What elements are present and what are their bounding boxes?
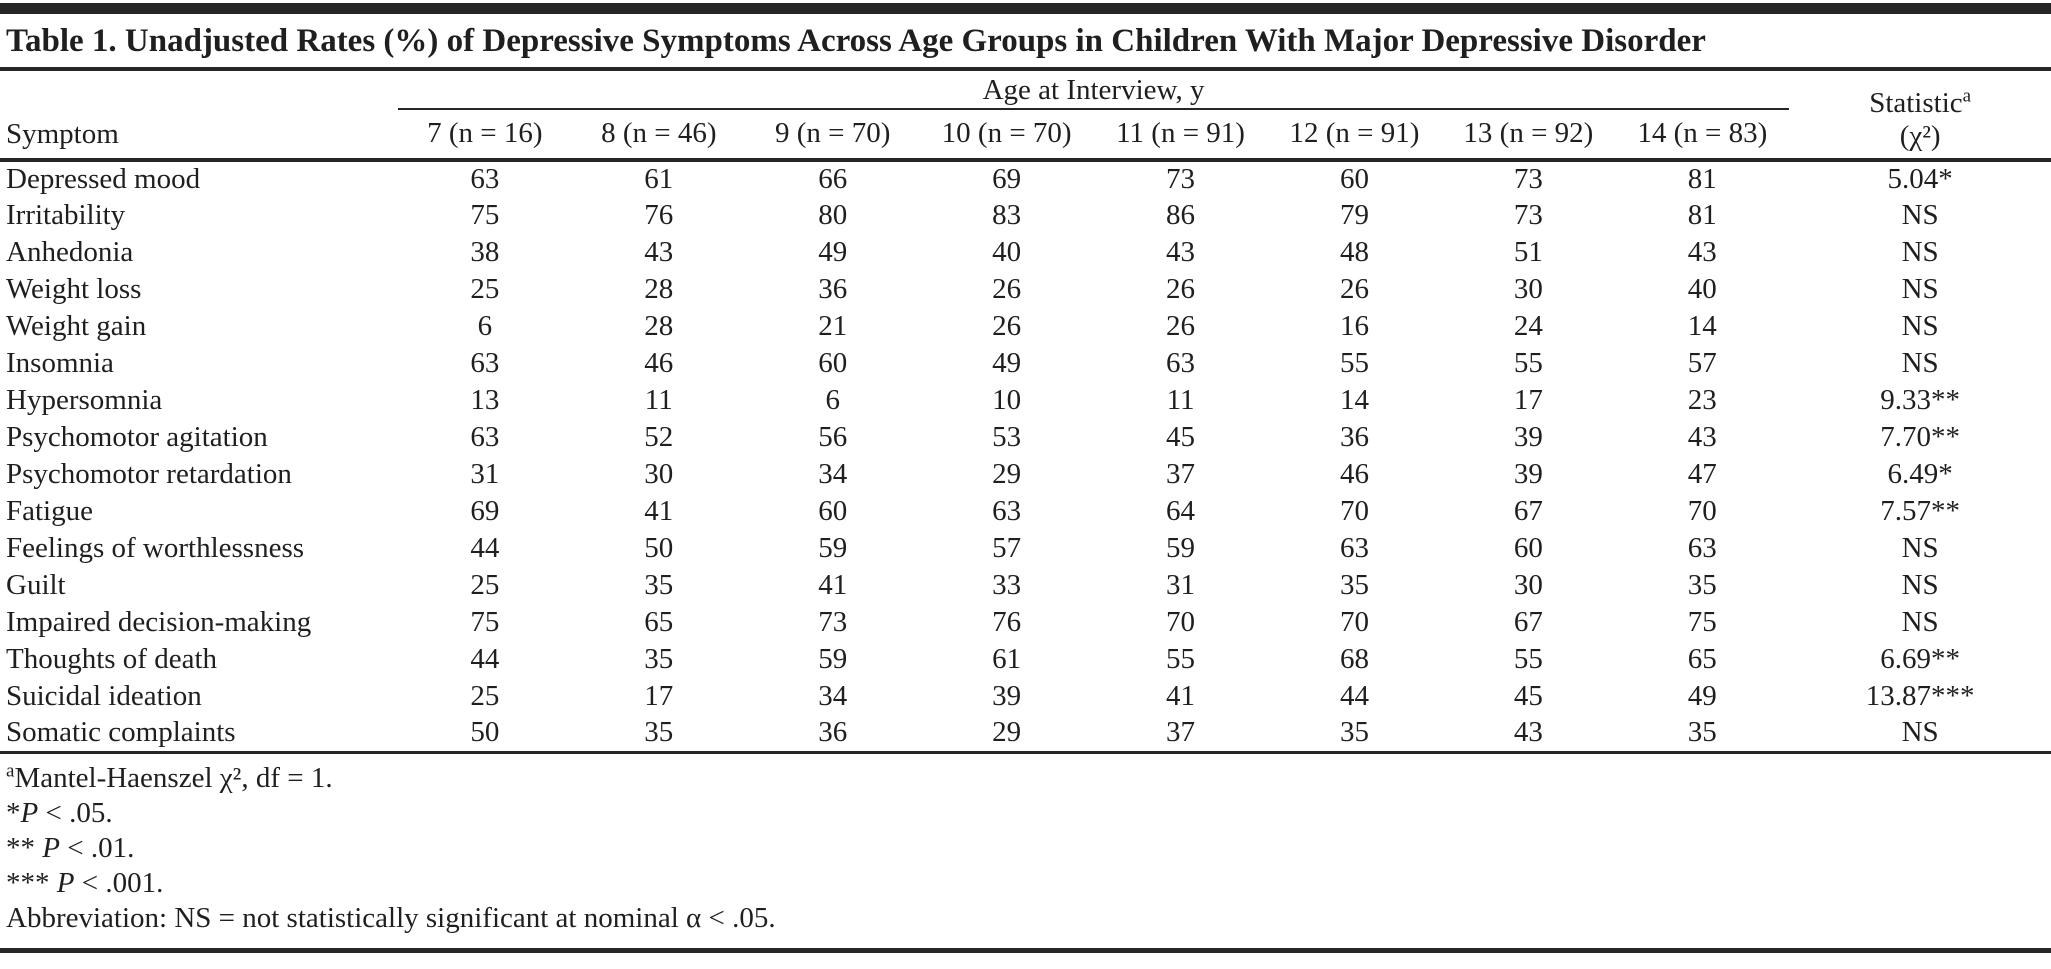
value-cell: 63 — [470, 421, 500, 453]
statistic-cell: NS — [1789, 715, 2051, 752]
footnote-p-symbol: P — [42, 831, 60, 864]
symptom-cell: Impaired decision-making — [6, 606, 312, 638]
footnote — [6, 866, 2045, 901]
table-row — [0, 567, 2051, 604]
value-cell: 28 — [644, 310, 674, 342]
statistic-cell: 6.49* — [1887, 458, 1953, 490]
value-cell: 33 — [992, 569, 1022, 601]
value-cell: 31 — [470, 458, 500, 490]
table-row — [0, 308, 2051, 345]
value-cell: 73 — [1513, 163, 1543, 195]
value-cell: 38 — [470, 236, 500, 268]
value-cell: 26 — [1166, 273, 1196, 305]
value-cell: 63 — [1687, 532, 1717, 564]
value-cell: 45 — [1166, 421, 1196, 453]
value-cell: 55 — [1166, 643, 1196, 675]
statistic-cell: 9.33** — [1880, 384, 1960, 416]
value-cell: 26 — [992, 273, 1022, 305]
age-column-header: 8 (n = 46) — [572, 109, 746, 160]
value-cell: 66 — [818, 163, 848, 195]
value-cell: 41 — [644, 495, 674, 527]
value-cell: 43 — [1441, 715, 1615, 752]
value-cell: 37 — [1166, 458, 1196, 490]
value-cell: 39 — [1513, 458, 1543, 490]
footnotes-section — [0, 754, 2051, 948]
value-cell: 69 — [470, 495, 500, 527]
value-cell: 60 — [1513, 532, 1543, 564]
footnote — [6, 901, 2045, 936]
value-cell: 35 — [1339, 569, 1369, 601]
value-cell: 29 — [920, 715, 1094, 752]
symptom-cell: Depressed mood — [6, 163, 201, 195]
value-cell: 81 — [1687, 199, 1717, 231]
value-cell: 49 — [1687, 680, 1717, 712]
value-cell: 39 — [992, 680, 1022, 712]
table-row — [0, 197, 2051, 234]
value-cell: 44 — [470, 643, 500, 675]
value-cell: 11 — [644, 384, 673, 416]
value-cell: 80 — [818, 199, 848, 231]
value-cell: 36 — [818, 273, 848, 305]
value-cell: 28 — [644, 273, 674, 305]
value-cell: 25 — [470, 680, 500, 712]
value-cell: 39 — [1513, 421, 1543, 453]
value-cell: 35 — [644, 569, 674, 601]
value-cell: 63 — [992, 495, 1022, 527]
value-cell: 43 — [1166, 236, 1196, 268]
value-cell: 46 — [644, 347, 674, 379]
value-cell: 26 — [1166, 310, 1196, 342]
value-cell: 76 — [992, 606, 1022, 638]
value-cell: 34 — [818, 680, 848, 712]
footnote — [6, 761, 2045, 796]
footnote-text: Mantel-Haenszel χ², df = 1. — [14, 761, 333, 794]
value-cell: 49 — [818, 236, 848, 268]
value-cell: 59 — [1166, 532, 1196, 564]
symptom-cell: Psychomotor agitation — [6, 421, 268, 453]
value-cell: 17 — [644, 680, 674, 712]
value-cell: 51 — [1513, 236, 1543, 268]
value-cell: 29 — [992, 458, 1022, 490]
column-spanner: Age at Interview, y — [398, 71, 1789, 109]
table-row — [0, 234, 2051, 271]
statistic-cell: NS — [1901, 532, 1939, 564]
statistic-cell: NS — [1901, 606, 1939, 638]
bottom-rule — [0, 948, 2051, 953]
table-row — [0, 271, 2051, 308]
value-cell: 47 — [1687, 458, 1717, 490]
value-cell: 11 — [1166, 384, 1195, 416]
statistic-cell: 6.69** — [1880, 643, 1960, 675]
value-cell: 26 — [992, 310, 1022, 342]
table-title: Table 1. Unadjusted Rates (%) of Depressive Symptoms Across Age Groups in Children With Major Depressive Disorder — [0, 14, 2051, 71]
value-cell: 67 — [1513, 606, 1543, 638]
table-row — [0, 419, 2051, 456]
value-cell: 41 — [818, 569, 848, 601]
value-cell: 56 — [818, 421, 848, 453]
value-cell: 79 — [1339, 199, 1369, 231]
statistic-cell: NS — [1901, 310, 1939, 342]
value-cell: 44 — [470, 532, 500, 564]
footnote-text: < .001. — [74, 866, 164, 899]
value-cell: 35 — [644, 643, 674, 675]
value-cell: 83 — [992, 199, 1022, 231]
value-cell: 36 — [746, 715, 920, 752]
age-column-header: 7 (n = 16) — [398, 109, 572, 160]
value-cell: 23 — [1687, 384, 1717, 416]
value-cell: 65 — [644, 606, 674, 638]
value-cell: 70 — [1166, 606, 1196, 638]
value-cell: 41 — [1166, 680, 1196, 712]
value-cell: 86 — [1166, 199, 1196, 231]
statistic-cell: NS — [1901, 236, 1939, 268]
table-row — [0, 604, 2051, 641]
value-cell: 81 — [1687, 163, 1717, 195]
symptom-cell: Hypersomnia — [6, 384, 163, 416]
symptom-cell: Weight gain — [6, 310, 147, 342]
symptom-cell: Anhedonia — [6, 236, 134, 268]
age-column-header: 12 (n = 91) — [1268, 109, 1442, 160]
footnote — [6, 796, 2045, 831]
value-cell: 67 — [1513, 495, 1543, 527]
value-cell: 52 — [644, 421, 674, 453]
value-cell: 53 — [992, 421, 1022, 453]
top-rule — [0, 3, 2051, 14]
footnote-text: Abbreviation: NS = not statistically significant at nominal α < .05. — [6, 901, 776, 934]
value-cell: 16 — [1339, 310, 1369, 342]
value-cell: 59 — [818, 643, 848, 675]
value-cell: 30 — [644, 458, 674, 490]
footnote-marker: ** — [6, 831, 43, 864]
symptom-cell: Fatigue — [6, 495, 93, 527]
value-cell: 60 — [818, 495, 848, 527]
value-cell: 55 — [1513, 347, 1543, 379]
value-cell: 34 — [818, 458, 848, 490]
symptom-cell: Somatic complaints — [0, 715, 398, 752]
statistic-cell: 7.70** — [1880, 421, 1960, 453]
value-cell: 63 — [1166, 347, 1196, 379]
value-cell: 59 — [818, 532, 848, 564]
age-column-header: 9 (n = 70) — [746, 109, 920, 160]
symptom-rates-table — [0, 71, 2051, 754]
value-cell: 30 — [1513, 569, 1543, 601]
symptom-cell: Irritability — [6, 199, 126, 231]
value-cell: 61 — [992, 643, 1022, 675]
value-cell: 26 — [1339, 273, 1369, 305]
value-cell: 21 — [818, 310, 848, 342]
value-cell: 35 — [1687, 569, 1717, 601]
value-cell: 31 — [1166, 569, 1196, 601]
table-header — [0, 71, 2051, 160]
value-cell: 45 — [1513, 680, 1543, 712]
footnote-marker: * — [6, 796, 21, 829]
table-row — [0, 715, 2051, 752]
value-cell: 57 — [1687, 347, 1717, 379]
statistic-cell: NS — [1901, 569, 1939, 601]
table-row — [0, 456, 2051, 493]
value-cell: 43 — [1687, 236, 1717, 268]
table-row — [0, 530, 2051, 567]
footnote-p-symbol: P — [56, 866, 75, 899]
value-cell: 48 — [1339, 236, 1369, 268]
header-spanner-row — [0, 71, 2051, 109]
footnote — [6, 831, 2045, 866]
value-cell: 69 — [992, 163, 1022, 195]
table-row — [0, 641, 2051, 678]
statistic-footnote-marker: a — [1962, 85, 1972, 107]
statistic-header-line2: (χ²) — [1899, 120, 1941, 152]
symptom-cell: Weight loss — [6, 273, 142, 305]
value-cell: 61 — [644, 163, 674, 195]
value-cell: 49 — [992, 347, 1022, 379]
value-cell: 73 — [1166, 163, 1196, 195]
value-cell: 35 — [572, 715, 746, 752]
value-cell: 50 — [398, 715, 572, 752]
symptom-cell: Thoughts of death — [6, 643, 218, 675]
value-cell: 55 — [1339, 347, 1369, 379]
symptom-cell: Guilt — [6, 569, 66, 601]
value-cell: 25 — [470, 273, 500, 305]
symptom-cell: Psychomotor retardation — [6, 458, 292, 490]
value-cell: 63 — [1339, 532, 1369, 564]
value-cell: 76 — [644, 199, 674, 231]
footnote-text: < .01. — [59, 831, 135, 864]
statistic-cell: 5.04* — [1887, 163, 1953, 195]
symptom-cell: Feelings of worthlessness — [6, 532, 305, 564]
value-cell: 43 — [644, 236, 674, 268]
age-column-header: 10 (n = 70) — [920, 109, 1094, 160]
table-row — [0, 345, 2051, 382]
value-cell: 73 — [1513, 199, 1543, 231]
value-cell: 50 — [644, 532, 674, 564]
statistic-cell: 13.87*** — [1865, 680, 1975, 712]
symptom-cell: Insomnia — [6, 347, 114, 379]
value-cell: 64 — [1166, 495, 1196, 527]
value-cell: 6 — [825, 384, 840, 416]
value-cell: 55 — [1513, 643, 1543, 675]
statistic-header-line1: Statistic$^a$ — [1869, 85, 1972, 119]
value-cell: 14 — [1339, 384, 1369, 416]
table-row — [0, 160, 2051, 197]
value-cell: 60 — [818, 347, 848, 379]
value-cell: 40 — [1687, 273, 1717, 305]
value-cell: 35 — [1268, 715, 1442, 752]
statistic-cell: NS — [1901, 273, 1939, 305]
table-row — [0, 382, 2051, 419]
value-cell: 57 — [992, 532, 1022, 564]
value-cell: 75 — [470, 199, 500, 231]
table-row — [0, 678, 2051, 715]
value-cell: 43 — [1687, 421, 1717, 453]
value-cell: 30 — [1513, 273, 1543, 305]
footnote-text: < .05. — [38, 796, 113, 829]
value-cell: 68 — [1339, 643, 1369, 675]
value-cell: 25 — [470, 569, 500, 601]
value-cell: 37 — [1094, 715, 1268, 752]
value-cell: 65 — [1687, 643, 1717, 675]
value-cell: 70 — [1339, 606, 1369, 638]
value-cell: 44 — [1339, 680, 1369, 712]
age-column-header: 11 (n = 91) — [1094, 109, 1268, 160]
symptom-cell: Suicidal ideation — [6, 680, 202, 712]
age-column-header: 13 (n = 92) — [1441, 109, 1615, 160]
footnote-marker: *** — [6, 866, 57, 899]
value-cell: 6 — [477, 310, 493, 342]
value-cell: 17 — [1513, 384, 1543, 416]
value-cell: 10 — [992, 384, 1022, 416]
value-cell: 14 — [1687, 310, 1717, 342]
value-cell: 73 — [818, 606, 848, 638]
value-cell: 36 — [1339, 421, 1369, 453]
table-row — [0, 493, 2051, 530]
value-cell: 35 — [1615, 715, 1789, 752]
value-cell: 63 — [470, 163, 500, 195]
statistic-cell: 7.57** — [1880, 495, 1960, 527]
symptom-column-header: Symptom — [0, 71, 398, 160]
value-cell: 75 — [1687, 606, 1717, 638]
value-cell: 70 — [1339, 495, 1369, 527]
value-cell: 24 — [1513, 310, 1543, 342]
value-cell: 70 — [1687, 495, 1717, 527]
value-cell: 40 — [992, 236, 1022, 268]
statistic-column-header — [1789, 71, 2051, 160]
value-cell: 13 — [470, 384, 500, 416]
statistic-cell: NS — [1901, 347, 1939, 379]
value-cell: 63 — [470, 347, 500, 379]
statistic-cell: NS — [1901, 199, 1939, 231]
age-column-header: 14 (n = 83) — [1615, 109, 1789, 160]
footnote-marker: a — [6, 759, 15, 781]
footnote-p-symbol: P — [20, 796, 39, 829]
value-cell: 60 — [1339, 163, 1369, 195]
table-body — [0, 160, 2051, 752]
value-cell: 75 — [470, 606, 500, 638]
value-cell: 46 — [1339, 458, 1369, 490]
